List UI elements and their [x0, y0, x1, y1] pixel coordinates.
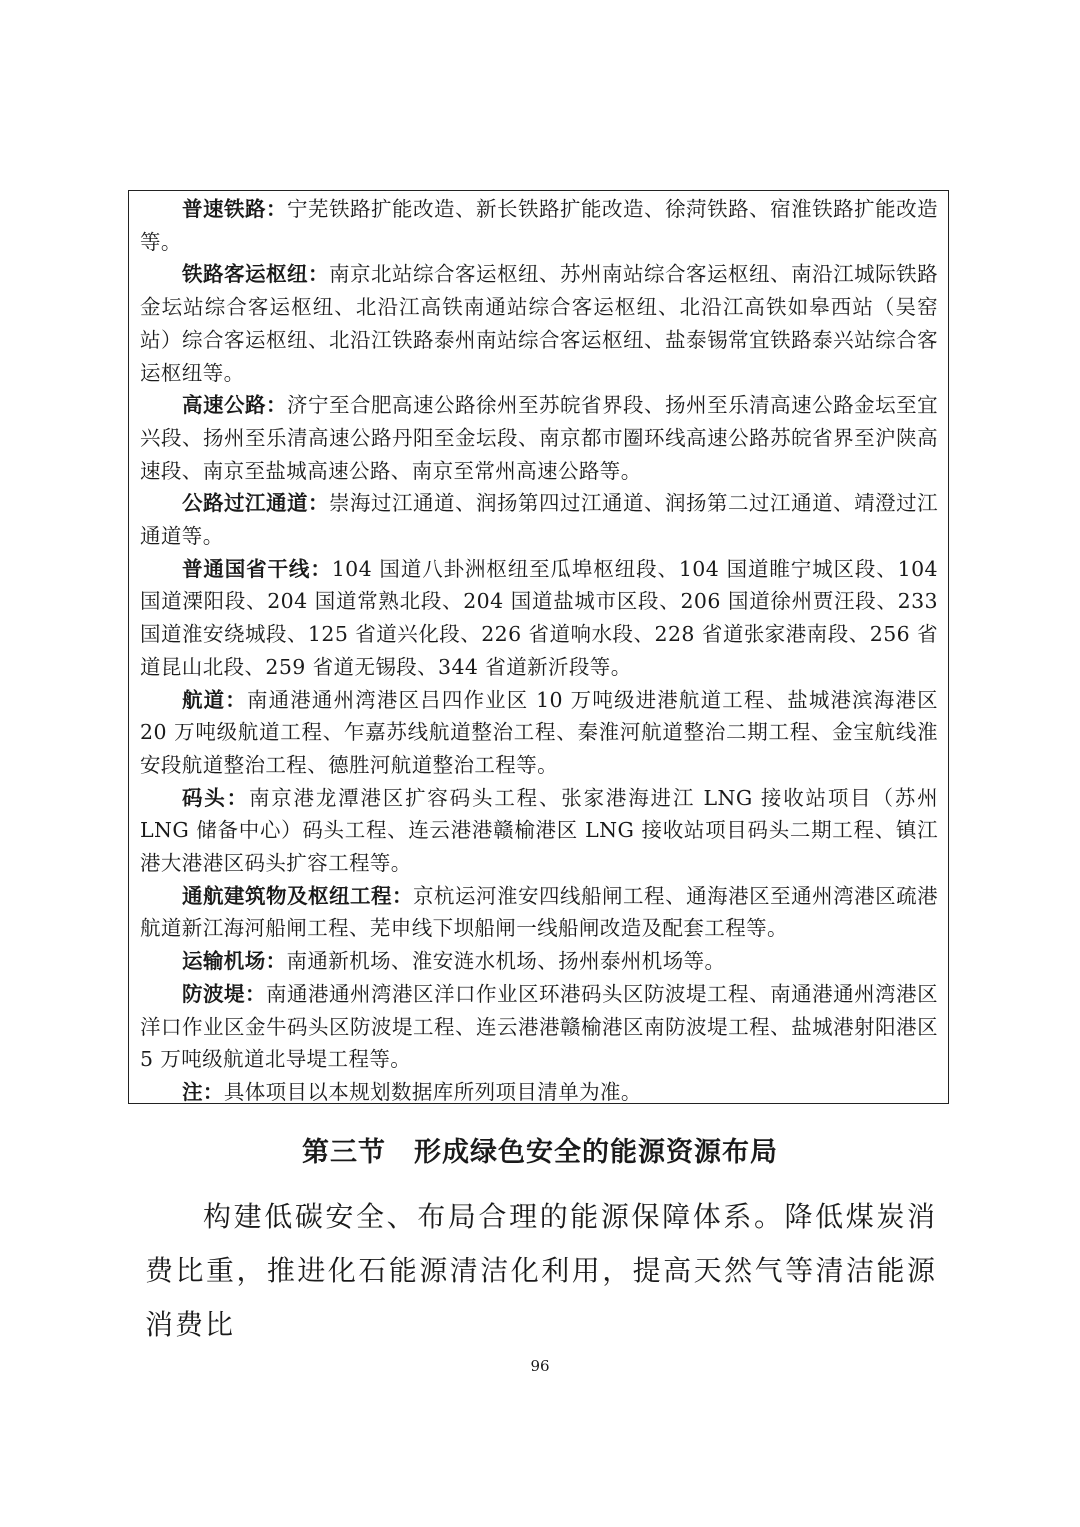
project-category-item — [140, 684, 938, 782]
project-category-item — [140, 945, 938, 978]
project-list-box — [128, 190, 949, 1104]
section-heading — [0, 1130, 1080, 1169]
category-label: 普速铁路： — [182, 197, 288, 221]
category-text: 南京港龙潭港区扩容码头工程、张家港海进江 LNG 接收站项目（苏州 LNG 储备中心）码头工程、连云港港赣榆港区 LNG 接收站项目码头二期工程、镇江港大港港区码头扩容工程等。 — [140, 785, 938, 876]
category-text: 南通新机场、淮安涟水机场、扬州泰州机场等。 — [286, 949, 726, 974]
project-category-item — [140, 193, 938, 258]
category-label: 普通国省干线： — [182, 556, 332, 581]
project-category-item — [140, 389, 938, 487]
category-text: 京杭运河淮安四线船闸工程、通海港区至通州湾港区疏港航道新江海河船闸工程、芜申线下坝船闸一线船闸改造及配套工程等。 — [140, 883, 938, 941]
category-text: 104 国道八卦洲枢纽至瓜埠枢纽段、104 国道睢宁城区段、104 国道溧阳段、204 国道常熟北段、204 国道盐城市区段、206 国道徐州贾汪段、233 国道淮安绕城段、125 省道兴化段、226 省道响水段、228 省道张家港南段、256 省道昆山北段、259 省道无锡段、344 省道新沂段等。 — [140, 556, 938, 679]
category-label: 通航建筑物及枢纽工程： — [182, 883, 414, 908]
body-paragraph: 构建低碳安全、布局合理的能源保障体系。降低煤炭消费比重，推进化石能源清洁化利用，提高天然气等清洁能源消费比 — [145, 1200, 937, 1341]
category-label: 航道： — [182, 687, 247, 712]
section-number: 第三节 — [302, 1137, 386, 1168]
category-text: 宁芜铁路扩能改造、新长铁路扩能改造、徐菏铁路、宿淮铁路扩能改造等。 — [140, 197, 938, 254]
section-title: 形成绿色安全的能源资源布局 — [414, 1137, 778, 1168]
category-text: 具体项目以本规划数据库所列项目清单为准。 — [223, 1079, 642, 1104]
category-text: 南通港通州湾港区吕四作业区 10 万吨级进港航道工程、盐城港滨海港区 20 万吨级航道工程、乍嘉苏线航道整治工程、秦淮河航道整治二期工程、金宝航线淮安段航道整治工程、德胜河航道整治工程等。 — [140, 687, 939, 777]
category-label: 运输机场： — [182, 949, 287, 974]
project-category-item — [140, 978, 938, 1076]
category-text: 南通港通州湾港区洋口作业区环港码头区防波堤工程、南通港通州湾港区洋口作业区金牛码头区防波堤工程、连云港港赣榆港区南防波堤工程、盐城港射阳港区 5 万吨级航道北导堤工程等。 — [140, 981, 938, 1072]
category-label: 公路过江通道： — [182, 491, 330, 516]
category-text: 济宁至合肥高速公路徐州至苏皖省界段、扬州至乐清高速公路金坛至宜兴段、扬州至乐清高速公路丹阳至金坛段、南京都市圈环线高速公路苏皖省界至沪陕高速段、南京至盐城高速公路、南京至常州高速公路等。 — [140, 393, 938, 483]
category-text: 崇海过江通道、润扬第四过江通道、润扬第二过江通道、靖澄过江通道等。 — [140, 491, 938, 549]
category-label: 铁路客运枢纽： — [182, 262, 330, 287]
project-category-item — [140, 1076, 938, 1109]
category-label: 码头： — [182, 785, 249, 810]
project-category-item — [140, 880, 938, 945]
project-category-item — [140, 782, 938, 880]
project-category-item — [140, 487, 938, 552]
page-number: 96 — [530, 1357, 550, 1375]
project-category-item — [140, 553, 938, 684]
project-category-item — [140, 258, 938, 389]
category-text: 南京北站综合客运枢纽、苏州南站综合客运枢纽、南沿江城际铁路金坛站综合客运枢纽、北沿江高铁南通站综合客运枢纽、北沿江高铁如皋西站（吴窑站）综合客运枢纽、北沿江铁路泰州南站综合客运枢纽、盐泰锡常宜铁路泰兴站综合客运枢纽等。 — [140, 262, 938, 385]
category-label: 防波堤： — [182, 981, 267, 1006]
category-label: 高速公路： — [182, 393, 288, 418]
category-label: 注： — [182, 1079, 224, 1104]
